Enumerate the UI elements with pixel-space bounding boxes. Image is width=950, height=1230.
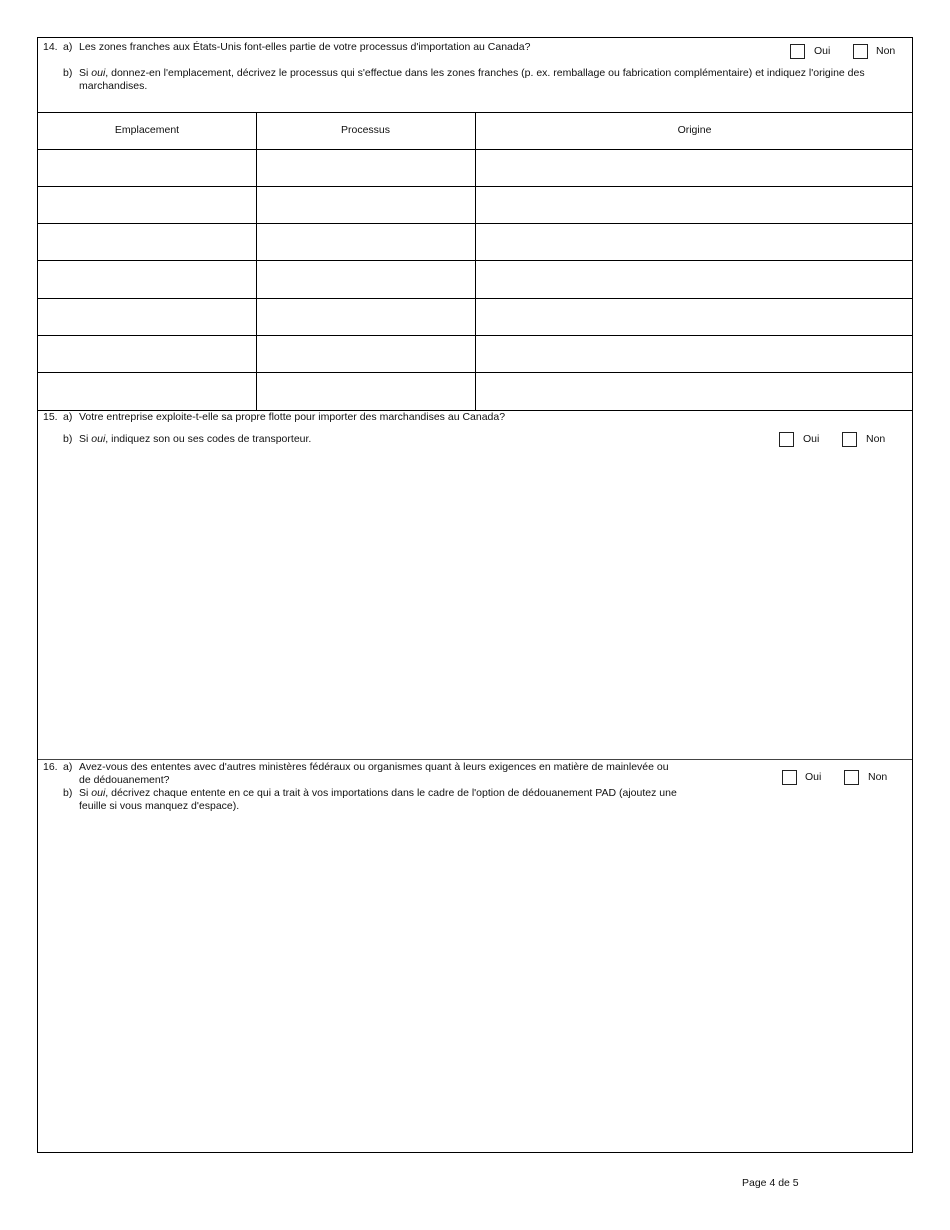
table-cell-processus[interactable]: [257, 224, 474, 259]
table-cell-origine[interactable]: [476, 224, 913, 259]
q16-no-label: Non: [868, 771, 888, 783]
table-cell-processus[interactable]: [257, 261, 474, 297]
q15-yes-checkbox[interactable]: [779, 432, 794, 447]
table-cell-processus[interactable]: [257, 299, 474, 334]
q15-number: 15.: [43, 411, 58, 423]
table-cell-processus[interactable]: [257, 336, 474, 371]
table-cell-origine[interactable]: [476, 336, 913, 371]
table-cell-processus[interactable]: [257, 187, 474, 222]
q15-answer-area[interactable]: [40, 450, 910, 758]
table-cell-emplacement[interactable]: [38, 299, 255, 334]
table-cell-origine[interactable]: [476, 187, 913, 222]
table-cell-processus[interactable]: [257, 373, 474, 409]
table-cell-emplacement[interactable]: [38, 224, 255, 259]
q14-b-question: Si oui, donnez-en l'emplacement, décrivez le processus qui s'effectue dans les zones franches (p. ex. remballage ou fabrication complémentaire) et indiquez l'origine des marchandises.: [79, 67, 865, 93]
q15-no-checkbox[interactable]: [842, 432, 857, 447]
q15-a-question: Votre entreprise exploite-t-elle sa propre flotte pour importer des marchandises au Canada?: [79, 411, 506, 423]
q14-no-checkbox[interactable]: [853, 44, 868, 59]
q16-yes-label: Oui: [805, 771, 822, 783]
table-header-emplacement: Emplacement: [114, 124, 180, 136]
q14-yes-label: Oui: [814, 45, 831, 57]
q14-a-question: Les zones franches aux États-Unis font-elles partie de votre processus d'importation au Canada?: [79, 41, 531, 53]
q16-b-label: b): [63, 787, 73, 799]
q14-no-label: Non: [876, 45, 896, 57]
q16-no-checkbox[interactable]: [844, 770, 859, 785]
table-cell-emplacement[interactable]: [38, 261, 255, 297]
q16-b-question: Si oui, décrivez chaque entente en ce qui a trait à vos importations dans le cadre de l'option de dédouanement PAD (ajoutez une feuille si vous manquez d'espace).: [79, 787, 677, 813]
table-cell-origine[interactable]: [476, 373, 913, 409]
table-cell-origine[interactable]: [476, 150, 913, 185]
q16-answer-area[interactable]: [40, 818, 910, 1148]
page-number: Page 4 de 5: [742, 1177, 799, 1189]
table-cell-origine[interactable]: [476, 261, 913, 297]
table-cell-emplacement[interactable]: [38, 187, 255, 222]
q14-a-label: a): [63, 41, 73, 53]
q15-yes-label: Oui: [803, 433, 820, 445]
q15-no-label: Non: [866, 433, 886, 445]
q15-section-divider: [38, 759, 912, 760]
table-header-origine: Origine: [677, 124, 712, 136]
table-cell-origine[interactable]: [476, 299, 913, 334]
q16-a-label: a): [63, 761, 73, 773]
q14-yes-checkbox[interactable]: [790, 44, 805, 59]
table-cell-processus[interactable]: [257, 150, 474, 185]
q15-a-label: a): [63, 411, 73, 423]
form-page: [37, 37, 913, 1153]
q14-number: 14.: [43, 41, 58, 53]
table-cell-emplacement[interactable]: [38, 336, 255, 371]
q14-b-label: b): [63, 67, 73, 79]
q16-yes-checkbox[interactable]: [782, 770, 797, 785]
q15-b-label: b): [63, 433, 73, 445]
table-cell-emplacement[interactable]: [38, 373, 255, 409]
q16-a-question: Avez-vous des ententes avec d'autres ministères fédéraux ou organismes quant à leurs exigences en matière de mainlevée ou de dédouanement?: [79, 761, 669, 787]
table-cell-emplacement[interactable]: [38, 150, 255, 185]
table-header-processus: Processus: [340, 124, 391, 136]
q16-number: 16.: [43, 761, 58, 773]
q15-b-question: Si oui, indiquez son ou ses codes de transporteur.: [79, 433, 312, 445]
